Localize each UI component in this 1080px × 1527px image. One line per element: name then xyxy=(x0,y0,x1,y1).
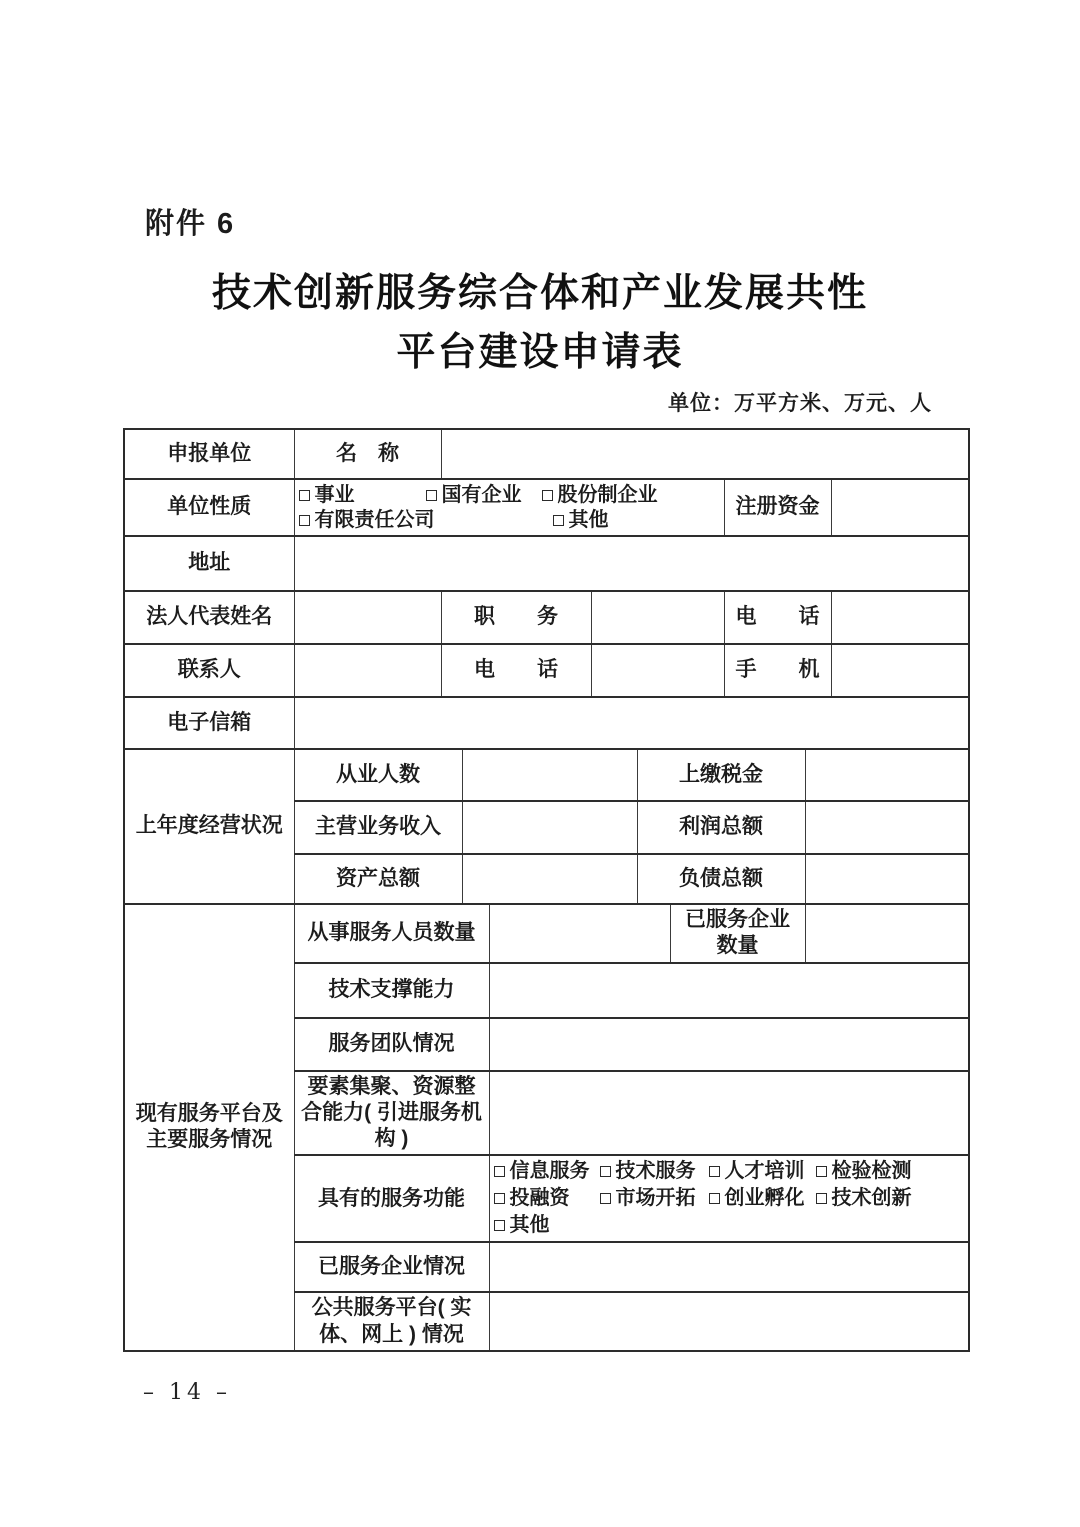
checkbox-icon[interactable] xyxy=(299,490,310,501)
checkbox-label: 投融资 xyxy=(509,1187,570,1210)
contact-name-value-cell[interactable] xyxy=(294,644,441,697)
unit-name-label: 名 称 xyxy=(294,429,441,479)
served-detail-label: 已服务企业情况 xyxy=(294,1242,489,1292)
tax-paid-value-cell[interactable] xyxy=(805,749,969,801)
checkbox-icon[interactable] xyxy=(600,1193,611,1204)
contact-label: 联系人 xyxy=(124,644,294,697)
unit-note: 单位：万平方米、万元、人 xyxy=(668,392,932,415)
checkbox-label: 其他 xyxy=(568,508,609,531)
service-functions-label: 具有的服务功能 xyxy=(294,1155,489,1242)
unit-name-value-cell[interactable] xyxy=(441,429,969,479)
checkbox-label: 技术创新 xyxy=(831,1187,912,1210)
service-team-label: 服务团队情况 xyxy=(294,1018,489,1071)
declare-unit-label: 申报单位 xyxy=(124,429,294,479)
legal-rep-phone-label: 电 话 xyxy=(724,591,831,644)
total-debt-value-cell[interactable] xyxy=(805,854,969,904)
legal-rep-label: 法人代表姓名 xyxy=(124,591,294,644)
checkbox-label: 有限责任公司 xyxy=(314,508,435,531)
checkbox-option-rencaipeixun[interactable] xyxy=(709,1159,816,1184)
checkbox-icon[interactable] xyxy=(542,490,553,501)
service-staff-count-label: 从事服务人员数量 xyxy=(294,904,489,963)
checkbox-label: 检验检测 xyxy=(831,1160,912,1183)
total-debt-label: 负债总额 xyxy=(637,854,805,904)
email-value-cell[interactable] xyxy=(294,697,969,749)
checkbox-option-qita[interactable] xyxy=(553,508,609,533)
platform-section-label xyxy=(124,904,294,1351)
unit-nature-label: 单位性质 xyxy=(124,479,294,536)
contact-mobile-value-cell[interactable] xyxy=(831,644,969,697)
tech-support-label: 技术支撑能力 xyxy=(294,963,489,1018)
page-title xyxy=(0,264,1080,382)
service-team-value-cell[interactable] xyxy=(489,1018,969,1071)
service-staff-count-value-cell[interactable] xyxy=(489,904,670,963)
legal-rep-position-value-cell[interactable] xyxy=(591,591,724,644)
checkbox-label: 市场开拓 xyxy=(615,1187,696,1210)
row-legal-rep xyxy=(124,591,969,644)
application-form-table xyxy=(123,428,970,1352)
contact-phone-value-cell[interactable] xyxy=(591,644,724,697)
checkbox-option-guoyou[interactable] xyxy=(426,483,542,508)
main-revenue-label: 主营业务收入 xyxy=(294,801,462,854)
checkbox-icon[interactable] xyxy=(816,1193,827,1204)
resource-ability-value-cell[interactable] xyxy=(489,1071,969,1156)
legal-rep-phone-value-cell[interactable] xyxy=(831,591,969,644)
address-value-cell[interactable] xyxy=(294,536,969,591)
checkbox-icon[interactable] xyxy=(494,1193,505,1204)
registered-capital-value-cell[interactable] xyxy=(831,479,969,536)
row-lastyear-1 xyxy=(124,749,969,801)
served-detail-value-cell[interactable] xyxy=(489,1242,969,1292)
served-enterprise-count-label: 已服务企业 数量 xyxy=(670,904,805,963)
checkbox-icon[interactable] xyxy=(299,515,310,526)
checkbox-icon[interactable] xyxy=(709,1166,720,1177)
registered-capital-label: 注册资金 xyxy=(724,479,831,536)
checkbox-option-shichangkaituo[interactable] xyxy=(600,1186,709,1211)
platform-section-label-line2: 主要服务情况 xyxy=(146,1128,273,1152)
checkbox-icon[interactable] xyxy=(816,1166,827,1177)
checkbox-label: 技术服务 xyxy=(615,1160,696,1183)
unit-nature-options xyxy=(294,479,724,536)
checkbox-icon[interactable] xyxy=(426,490,437,501)
checkbox-option-shiye[interactable] xyxy=(299,483,426,508)
checkbox-icon[interactable] xyxy=(600,1166,611,1177)
total-assets-value-cell[interactable] xyxy=(462,854,637,904)
checkbox-label: 人才培训 xyxy=(724,1160,805,1183)
row-contact xyxy=(124,644,969,697)
checkbox-icon[interactable] xyxy=(494,1166,505,1177)
checkbox-option-chuangyefuhua[interactable] xyxy=(709,1186,816,1211)
total-profit-value-cell[interactable] xyxy=(805,801,969,854)
checkbox-option-jishufuwu[interactable] xyxy=(600,1159,709,1184)
checkbox-option-jianyanjiance[interactable] xyxy=(816,1159,965,1184)
page-number: – 14 – xyxy=(143,1380,231,1405)
checkbox-option-gufenzhi[interactable] xyxy=(542,483,658,508)
email-label: 电子信箱 xyxy=(124,697,294,749)
checkbox-label: 其他 xyxy=(509,1214,550,1237)
main-revenue-value-cell[interactable] xyxy=(462,801,637,854)
checkbox-icon[interactable] xyxy=(494,1220,505,1231)
attachment-label: 附件 6 xyxy=(145,208,236,240)
platform-section-label-line1: 现有服务平台及 xyxy=(135,1102,283,1126)
page-title-line2: 平台建设申请表 xyxy=(396,331,684,374)
checkbox-option-tourongzi[interactable] xyxy=(494,1186,600,1211)
service-functions-options xyxy=(489,1155,969,1242)
public-platform-label: 公共服务平台( 实体、网上 ) 情况 xyxy=(294,1292,489,1351)
total-profit-label: 利润总额 xyxy=(637,801,805,854)
checkbox-option-functions-qita[interactable] xyxy=(494,1213,600,1238)
checkbox-label: 股份制企业 xyxy=(557,483,658,506)
employee-count-value-cell[interactable] xyxy=(462,749,637,801)
checkbox-label: 事业 xyxy=(314,483,355,506)
row-address xyxy=(124,536,969,591)
legal-rep-position-label: 职 务 xyxy=(441,591,591,644)
checkbox-label: 创业孵化 xyxy=(724,1187,805,1210)
public-platform-value-cell[interactable] xyxy=(489,1292,969,1351)
contact-phone-label: 电 话 xyxy=(441,644,591,697)
tax-paid-label: 上缴税金 xyxy=(637,749,805,801)
row-platform-staff xyxy=(124,904,969,963)
checkbox-icon[interactable] xyxy=(553,515,564,526)
row-declare-unit xyxy=(124,429,969,479)
tech-support-value-cell[interactable] xyxy=(489,963,969,1018)
page-title-line1: 技术创新服务综合体和产业发展共性 xyxy=(211,272,868,315)
checkbox-label: 国有企业 xyxy=(441,483,522,506)
checkbox-label: 信息服务 xyxy=(509,1160,590,1183)
resource-ability-label: 要素集聚、资源整合能力( 引进服务机构 ) xyxy=(294,1071,489,1156)
checkbox-icon[interactable] xyxy=(709,1193,720,1204)
contact-mobile-label: 手 机 xyxy=(724,644,831,697)
total-assets-label: 资产总额 xyxy=(294,854,462,904)
legal-rep-name-value-cell[interactable] xyxy=(294,591,441,644)
address-label: 地址 xyxy=(124,536,294,591)
served-enterprise-count-value-cell[interactable] xyxy=(805,904,969,963)
row-unit-nature xyxy=(124,479,969,536)
checkbox-option-jishuchuangxin[interactable] xyxy=(816,1186,965,1211)
checkbox-option-xinxifuwu[interactable] xyxy=(494,1159,600,1184)
row-email xyxy=(124,697,969,749)
employee-count-label: 从业人数 xyxy=(294,749,462,801)
last-year-section-label: 上年度经营状况 xyxy=(124,749,294,904)
checkbox-option-youxianzeren[interactable] xyxy=(299,508,553,533)
